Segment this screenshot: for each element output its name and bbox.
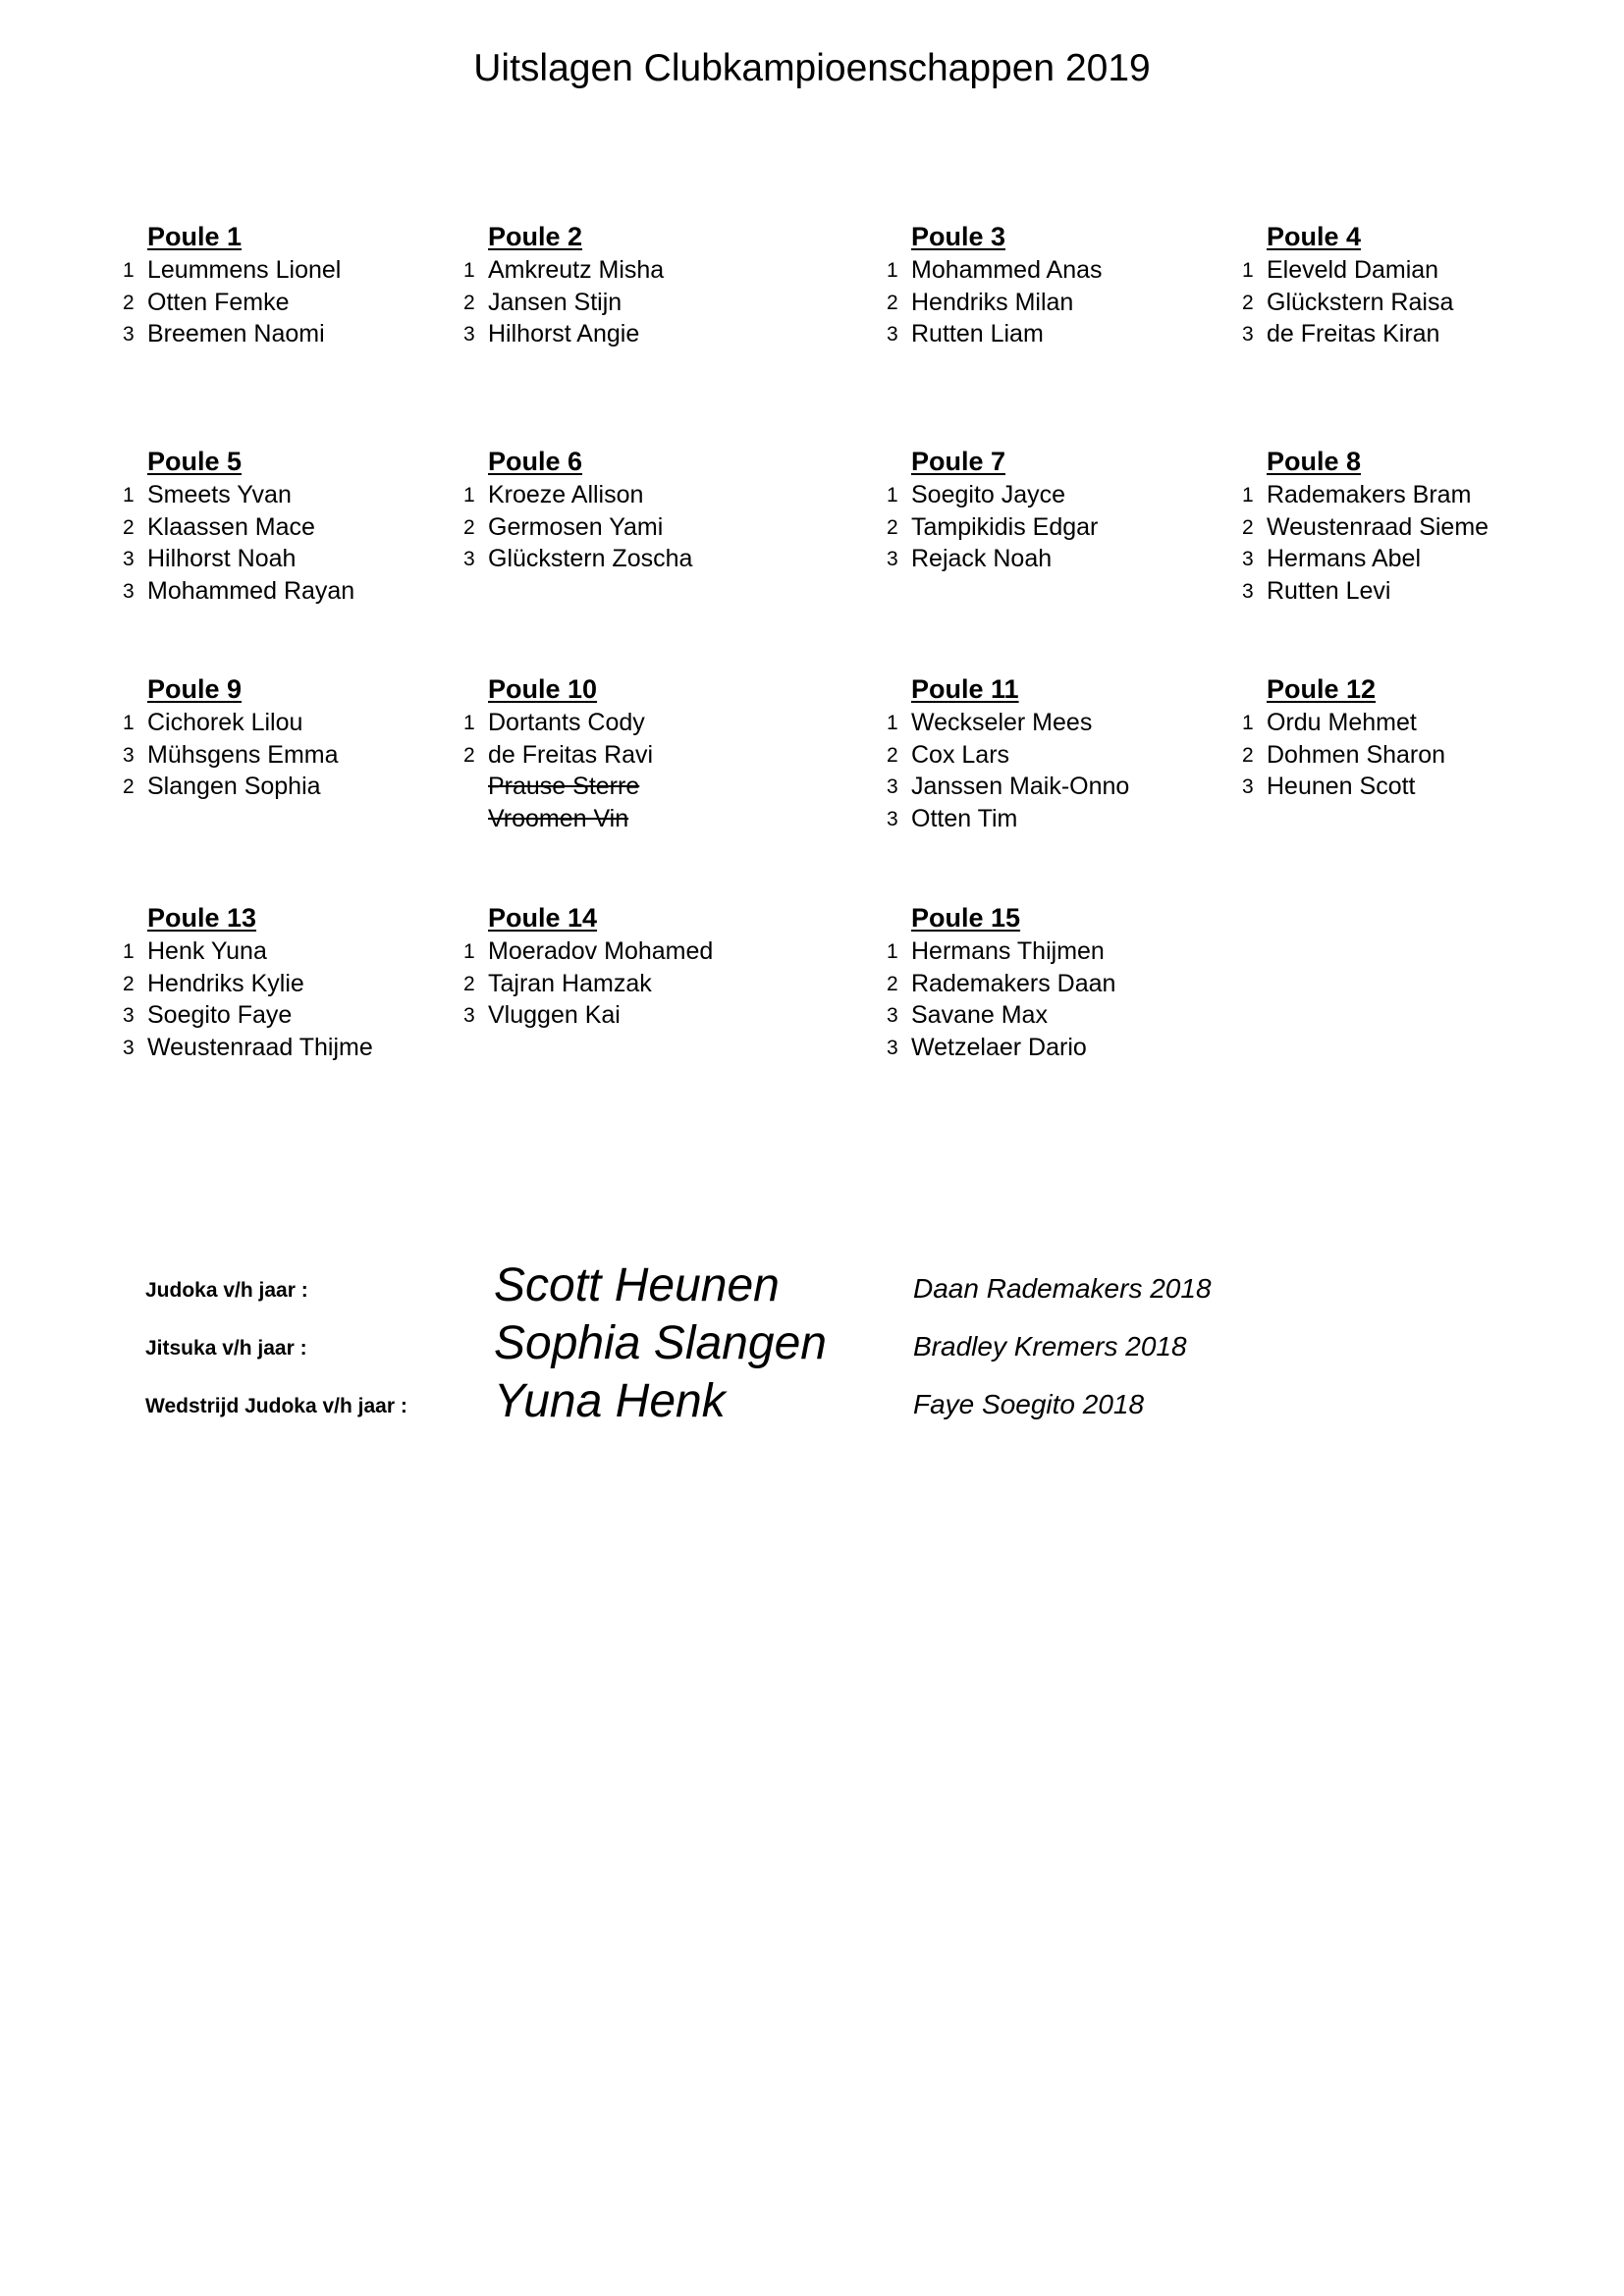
poule-title: Poule 11: [911, 674, 1019, 704]
entry-name: Hilhorst Angie: [488, 320, 640, 347]
entry-rank: 1: [463, 712, 475, 734]
entry-name: Germosen Yami: [488, 512, 664, 541]
poule-title: Poule 9: [147, 674, 243, 704]
award-previous-winner: Faye Soegito 2018: [913, 1389, 1145, 1419]
award-label: Jitsuka v/h jaar :: [145, 1337, 307, 1360]
entry-rank: 3: [887, 1036, 898, 1059]
entry-name: Savane Max: [911, 1001, 1048, 1029]
entry-rank: 3: [123, 323, 135, 346]
entry-rank: 3: [463, 323, 475, 346]
entry-name: Amkreutz Misha: [488, 256, 665, 284]
poule-title: Poule 8: [1267, 447, 1362, 476]
entry-rank: 3: [463, 1004, 475, 1027]
poule-title: Poule 13: [147, 903, 257, 933]
entry-name: de Freitas Ravi: [488, 740, 654, 769]
entry-name: Mohammed Anas: [911, 256, 1103, 284]
entry-name: Breemen Naomi: [147, 320, 325, 347]
entry-rank: 1: [1242, 259, 1254, 282]
entry-name: Kroeze Allison: [488, 481, 644, 508]
entry-rank: 1: [887, 484, 898, 507]
entry-rank: 1: [123, 259, 135, 282]
entry-rank: 3: [887, 548, 898, 570]
entry-rank: 2: [463, 743, 475, 767]
award-label: Judoka v/h jaar :: [145, 1279, 308, 1302]
entry-name: Mühsgens Emma: [147, 740, 339, 769]
entry-rank: 2: [463, 515, 475, 539]
entry-rank: 3: [887, 775, 898, 798]
entry-rank: 1: [1242, 484, 1254, 507]
entry-rank: 1: [123, 484, 135, 507]
entry-name: Mohammed Rayan: [147, 576, 355, 605]
entry-name: Glückstern Raisa: [1267, 288, 1454, 316]
entry-name: Tajran Hamzak: [488, 969, 652, 997]
entry-name: Janssen Maik-Onno: [911, 773, 1130, 800]
entry-name: Rademakers Daan: [911, 969, 1116, 997]
entry-rank: 1: [1242, 712, 1254, 734]
entry-rank: 1: [123, 712, 135, 734]
entry-name: Soegito Faye: [147, 1001, 293, 1029]
entry-name: Rademakers Bram: [1267, 481, 1472, 508]
entry-name: Leummens Lionel: [147, 256, 342, 284]
entry-name: Weckseler Mees: [911, 709, 1093, 736]
entry-name: Prause Sterre: [488, 773, 640, 800]
entry-rank: 3: [1242, 323, 1254, 346]
entry-rank: 2: [123, 515, 135, 539]
award-winner: Sophia Slangen: [494, 1317, 827, 1369]
award-label: Wedstrijd Judoka v/h jaar :: [145, 1395, 407, 1417]
entry-rank: 3: [123, 579, 135, 603]
entry-name: Hermans Thijmen: [911, 937, 1105, 965]
entry-rank: 2: [887, 743, 898, 767]
entry-rank: 1: [887, 259, 898, 282]
entry-name: Wetzelaer Dario: [911, 1033, 1087, 1061]
poule-title: Poule 7: [911, 447, 1006, 476]
award-previous-winner: Bradley Kremers 2018: [913, 1331, 1187, 1362]
entry-name: Hilhorst Noah: [147, 545, 297, 572]
entry-rank: 3: [123, 548, 135, 570]
entry-rank: 1: [887, 712, 898, 734]
entry-name: Rutten Levi: [1267, 576, 1391, 605]
entry-name: Otten Femke: [147, 288, 290, 316]
entry-rank: 3: [887, 1004, 898, 1027]
entry-rank: 3: [463, 548, 475, 570]
poule-title: Poule 5: [147, 447, 243, 476]
entry-name: Ordu Mehmet: [1267, 709, 1417, 736]
entry-rank: 1: [887, 940, 898, 963]
entry-rank: 2: [463, 291, 475, 314]
entry-rank: 2: [887, 515, 898, 539]
entry-rank: 3: [123, 1004, 135, 1027]
entry-rank: 2: [887, 291, 898, 314]
entry-name: Heunen Scott: [1267, 773, 1416, 800]
poule-title: Poule 10: [488, 674, 598, 704]
entry-rank: 3: [123, 1036, 135, 1059]
entry-name: Hermans Abel: [1267, 545, 1422, 572]
entry-name: Henk Yuna: [147, 937, 267, 965]
entry-name: Jansen Stijn: [488, 288, 623, 316]
entry-name: Glückstern Zoscha: [488, 545, 693, 572]
entry-name: Otten Tim: [911, 804, 1018, 832]
entry-rank: 1: [463, 484, 475, 507]
entry-rank: 2: [463, 972, 475, 995]
entry-name: Dortants Cody: [488, 709, 645, 736]
entry-name: Soegito Jayce: [911, 481, 1066, 508]
poule-title: Poule 3: [911, 222, 1006, 251]
entry-rank: 2: [1242, 515, 1254, 539]
entry-name: Vroomen Vin: [488, 804, 629, 832]
entry-rank: 1: [463, 940, 475, 963]
page-title: Uitslagen Clubkampioenschappen 2019: [473, 47, 1151, 89]
entry-name: Moeradov Mohamed: [488, 937, 714, 965]
entry-name: Vluggen Kai: [488, 1001, 621, 1029]
entry-rank: 2: [1242, 291, 1254, 314]
entry-name: Tampikidis Edgar: [911, 512, 1099, 541]
entry-rank: 3: [1242, 579, 1254, 603]
entry-rank: 2: [123, 972, 135, 995]
poule-title: Poule 12: [1267, 674, 1377, 704]
entry-name: Rejack Noah: [911, 545, 1053, 572]
entry-rank: 1: [123, 940, 135, 963]
entry-rank: 3: [887, 323, 898, 346]
entry-name: Klaassen Mace: [147, 512, 315, 541]
entry-name: Weustenraad Sieme: [1267, 512, 1489, 541]
entry-name: Hendriks Kylie: [147, 969, 304, 997]
entry-name: Slangen Sophia: [147, 773, 321, 800]
poule-title: Poule 1: [147, 222, 243, 251]
poule-title: Poule 14: [488, 903, 598, 933]
entry-rank: 2: [123, 775, 135, 798]
entry-rank: 2: [1242, 743, 1254, 767]
poule-title: Poule 4: [1267, 222, 1362, 251]
entry-name: Rutten Liam: [911, 320, 1044, 347]
entry-name: Hendriks Milan: [911, 288, 1074, 316]
entry-name: Smeets Yvan: [147, 481, 292, 508]
entry-rank: 3: [123, 743, 135, 767]
entry-rank: 3: [887, 807, 898, 830]
entry-name: Dohmen Sharon: [1267, 740, 1446, 769]
poule-title: Poule 2: [488, 222, 583, 251]
entry-name: Weustenraad Thijme: [147, 1033, 373, 1061]
entry-name: Cox Lars: [911, 740, 1010, 769]
entry-name: Eleveld Damian: [1267, 256, 1439, 284]
entry-rank: 3: [1242, 775, 1254, 798]
poule-title: Poule 6: [488, 447, 583, 476]
entry-rank: 3: [1242, 548, 1254, 570]
entry-rank: 2: [887, 972, 898, 995]
award-winner: Yuna Henk: [494, 1375, 726, 1427]
entry-name: de Freitas Kiran: [1267, 320, 1440, 347]
entry-rank: 2: [123, 291, 135, 314]
entry-rank: 1: [463, 259, 475, 282]
poule-title: Poule 15: [911, 903, 1021, 933]
entry-name: Cichorek Lilou: [147, 709, 303, 736]
award-previous-winner: Daan Rademakers 2018: [913, 1273, 1212, 1304]
award-winner: Scott Heunen: [494, 1259, 780, 1311]
